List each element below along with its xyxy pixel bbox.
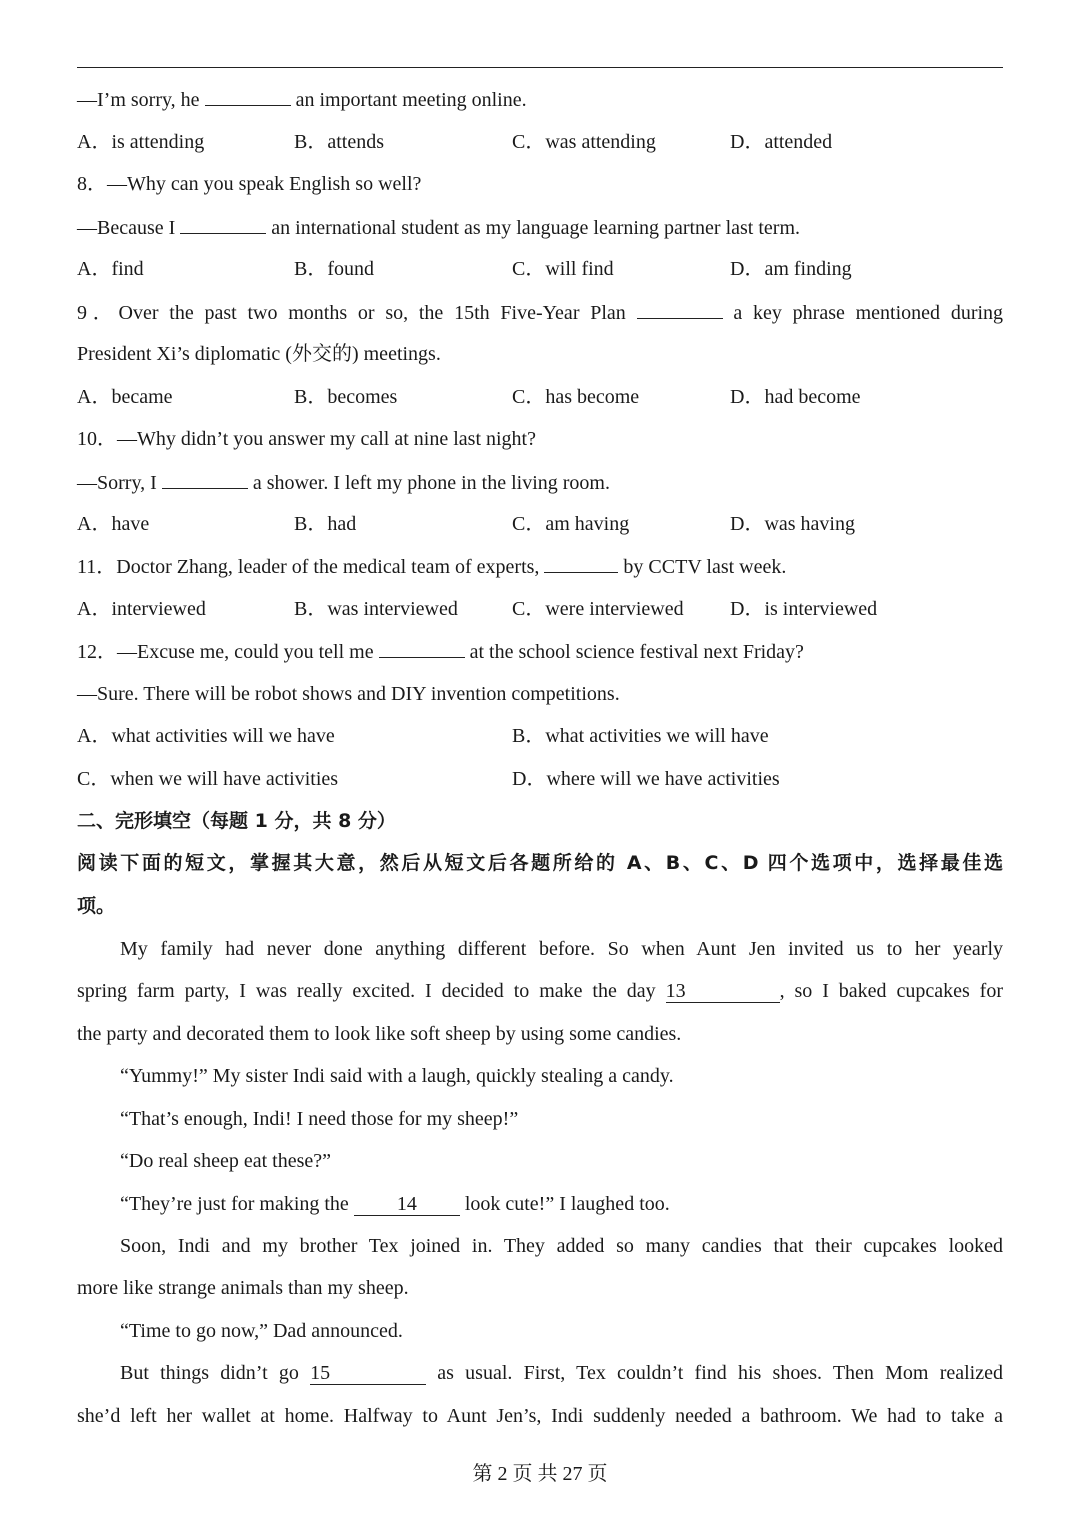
q10-option-d: D．was having xyxy=(730,513,855,535)
q10-option-a: A．have xyxy=(77,513,150,535)
q8-option-b: B．found xyxy=(294,258,374,280)
q9-option-b: B．becomes xyxy=(294,386,398,408)
p8-text-before: But things didn’t go xyxy=(120,1362,299,1384)
q10-blank xyxy=(162,469,248,489)
q8-text-before: —Because I xyxy=(77,217,176,239)
q11-question xyxy=(77,553,786,580)
q7-option-a: A．is attending xyxy=(77,131,205,153)
q12-option-c: C．when we will have activities xyxy=(77,768,339,790)
q7-option-d: D．attended xyxy=(730,131,833,153)
q7-option-c: C．was attending xyxy=(512,131,656,153)
q12-answer-line: —Sure. There will be robot shows and DIY invention competitions. xyxy=(77,683,620,705)
q7-text-after: an important meeting online. xyxy=(295,89,527,111)
q10-question: 10．—Why didn’t you answer my call at nine last night? xyxy=(77,428,536,450)
q7-option-b: B．attends xyxy=(294,131,384,153)
q11-option-a: A．interviewed xyxy=(77,598,206,620)
q8-question: 8．—Why can you speak English so well? xyxy=(77,173,422,195)
q12-text-before: 12．—Excuse me, could you tell me xyxy=(77,641,374,663)
q12-option-d: D．where will we have activities xyxy=(512,768,780,790)
q10-option-c: C．am having xyxy=(512,513,630,535)
passage-p7: “Time to go now,” Dad announced. xyxy=(120,1320,403,1342)
q8-option-c: C．will find xyxy=(512,258,614,280)
q12-text-after: at the school science festival next Friday? xyxy=(469,641,804,663)
page-number-footer: 第 2 页 共 27 页 xyxy=(472,1463,608,1485)
p1-text-before: spring farm party, I was really excited. I decided to make the day xyxy=(77,980,656,1002)
q9-line-1 xyxy=(77,299,1003,326)
q9-line-2: President Xi’s diplomatic (外交的) meetings. xyxy=(77,343,441,365)
section-heading: 二、完形填空（每题 1 分，共 8 分） xyxy=(77,810,396,832)
passage-p1-line-1: My family had never done anything different before. So when Aunt Jen invited us to her yearly xyxy=(120,938,1003,960)
p1-text-after: , so I baked cupcakes for xyxy=(779,980,1004,1002)
passage-p6-line-1: Soon, Indi and my brother Tex joined in. They added so many candies that their cupcakes looked xyxy=(120,1235,1003,1257)
q9-text-before: 9．Over the past two months or so, the 15th Five-Year Plan xyxy=(77,302,626,324)
q11-text-after: by CCTV last week. xyxy=(623,556,787,578)
q8-option-a: A．find xyxy=(77,258,144,280)
passage-p6-line-2: more like strange animals than my sheep. xyxy=(77,1277,409,1299)
q10-text-after: a shower. I left my phone in the living room. xyxy=(252,472,610,494)
q9-blank xyxy=(637,299,723,319)
passage-p2: “Yummy!” My sister Indi said with a laugh, quickly stealing a candy. xyxy=(120,1065,674,1087)
section-instruction-line-2: 项。 xyxy=(77,895,116,917)
q11-option-d: D．is interviewed xyxy=(730,598,878,620)
passage-p8-line-2: she’d left her wallet at home. Halfway to Aunt Jen’s, Indi suddenly needed a bathroom. We had to take a xyxy=(77,1405,1003,1427)
passage-p1-line-2 xyxy=(77,978,1003,1004)
q11-option-c: C．were interviewed xyxy=(512,598,684,620)
q8-option-d: D．am finding xyxy=(730,258,852,280)
q7-blank xyxy=(205,86,291,106)
q9-option-d: D．had become xyxy=(730,386,861,408)
header-rule xyxy=(77,67,1003,68)
q11-blank xyxy=(544,553,618,573)
q12-question xyxy=(77,638,804,665)
q10-option-b: B．had xyxy=(294,513,357,535)
blank-14: 14 xyxy=(354,1193,460,1216)
q10-answer-line xyxy=(77,469,610,496)
q9-option-c: C．has become xyxy=(512,386,640,408)
passage-p5 xyxy=(120,1191,670,1217)
p5-text-before: “They’re just for making the xyxy=(120,1193,349,1215)
p5-text-after: look cute!” I laughed too. xyxy=(464,1193,670,1215)
q8-blank xyxy=(180,214,266,234)
q12-option-a: A．what activities will we have xyxy=(77,725,335,747)
q9-option-a: A．became xyxy=(77,386,173,408)
q11-option-b: B．was interviewed xyxy=(294,598,458,620)
blank-15: 15 xyxy=(310,1362,426,1385)
q7-text-before: —I’m sorry, he xyxy=(77,89,200,111)
blank-13: 13 xyxy=(666,980,780,1003)
q12-blank xyxy=(379,638,465,658)
q11-text-before: 11．Doctor Zhang, leader of the medical team of experts, xyxy=(77,556,540,578)
p8-text-after: as usual. First, Tex couldn’t find his shoes. Then Mom realized xyxy=(437,1362,1003,1384)
passage-p4: “Do real sheep eat these?” xyxy=(120,1150,331,1172)
passage-p1-line-3: the party and decorated them to look like soft sheep by using some candies. xyxy=(77,1023,682,1045)
q8-text-after: an international student as my language learning partner last term. xyxy=(271,217,801,239)
passage-p8-line-1 xyxy=(120,1360,1003,1386)
q9-text-after: a key phrase mentioned during xyxy=(733,302,1004,324)
q10-text-before: —Sorry, I xyxy=(77,472,157,494)
q8-answer-line xyxy=(77,214,800,241)
q7-answer-line xyxy=(77,86,527,113)
passage-p3: “That’s enough, Indi! I need those for my sheep!” xyxy=(120,1108,519,1130)
q12-option-b: B．what activities we will have xyxy=(512,725,769,747)
section-instruction-line-1: 阅读下面的短文，掌握其大意，然后从短文后各题所给的 A、B、C、D 四个选项中，选择最佳选 xyxy=(77,852,1003,874)
